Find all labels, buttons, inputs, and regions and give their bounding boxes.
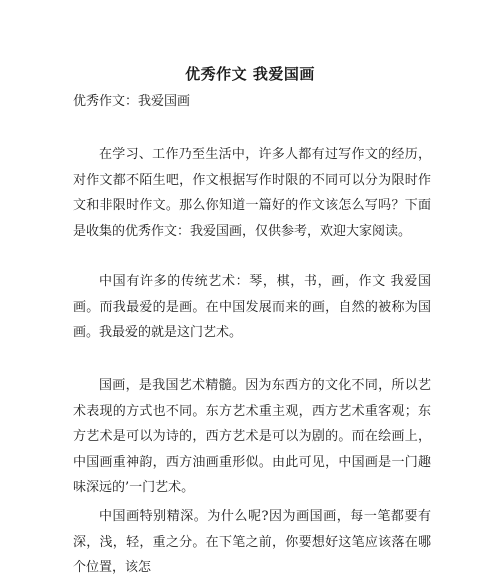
paragraph-depth: 中国画特别精深。为什么呢?因为画国画，每一笔都要有深，浅，轻，重之分。在下笔之前，你要想好这笔应该落在哪个位置，该怎 xyxy=(73,509,431,576)
paragraph-intro: 在学习、工作乃至生活中，许多人都有过写作文的经历，对作文都不陌生吧，作文根据写作时限的不同可以分为限时作文和非限时作文。那么你知道一篇好的作文该怎么写吗？下面是收集的优秀作文：我爱国画，仅供参考，欢迎大家阅读。 xyxy=(73,147,431,239)
paragraph-traditional-arts: 中国有许多的传统艺术：琴，棋，书，画，作文 我爱国画。而我最爱的是画。在中国发展而来的画，自然的被称为国画。我最爱的就是这门艺术。 xyxy=(73,274,431,341)
document-subtitle: 优秀作文：我爱国画 xyxy=(73,94,191,109)
document-title: 优秀作文 我爱国画 xyxy=(185,65,315,83)
paragraph-essence: 国画，是我国艺术精髓。因为东西方的文化不同，所以艺术表现的方式也不同。东方艺术重主观，西方艺术重客观；东方艺术是可以为诗的，西方艺术是可以为剧的。而在绘画上，中国画重神韵，西方油画重形似。由此可见，中国画是一门趣味深远的’一门艺术。 xyxy=(73,378,431,496)
